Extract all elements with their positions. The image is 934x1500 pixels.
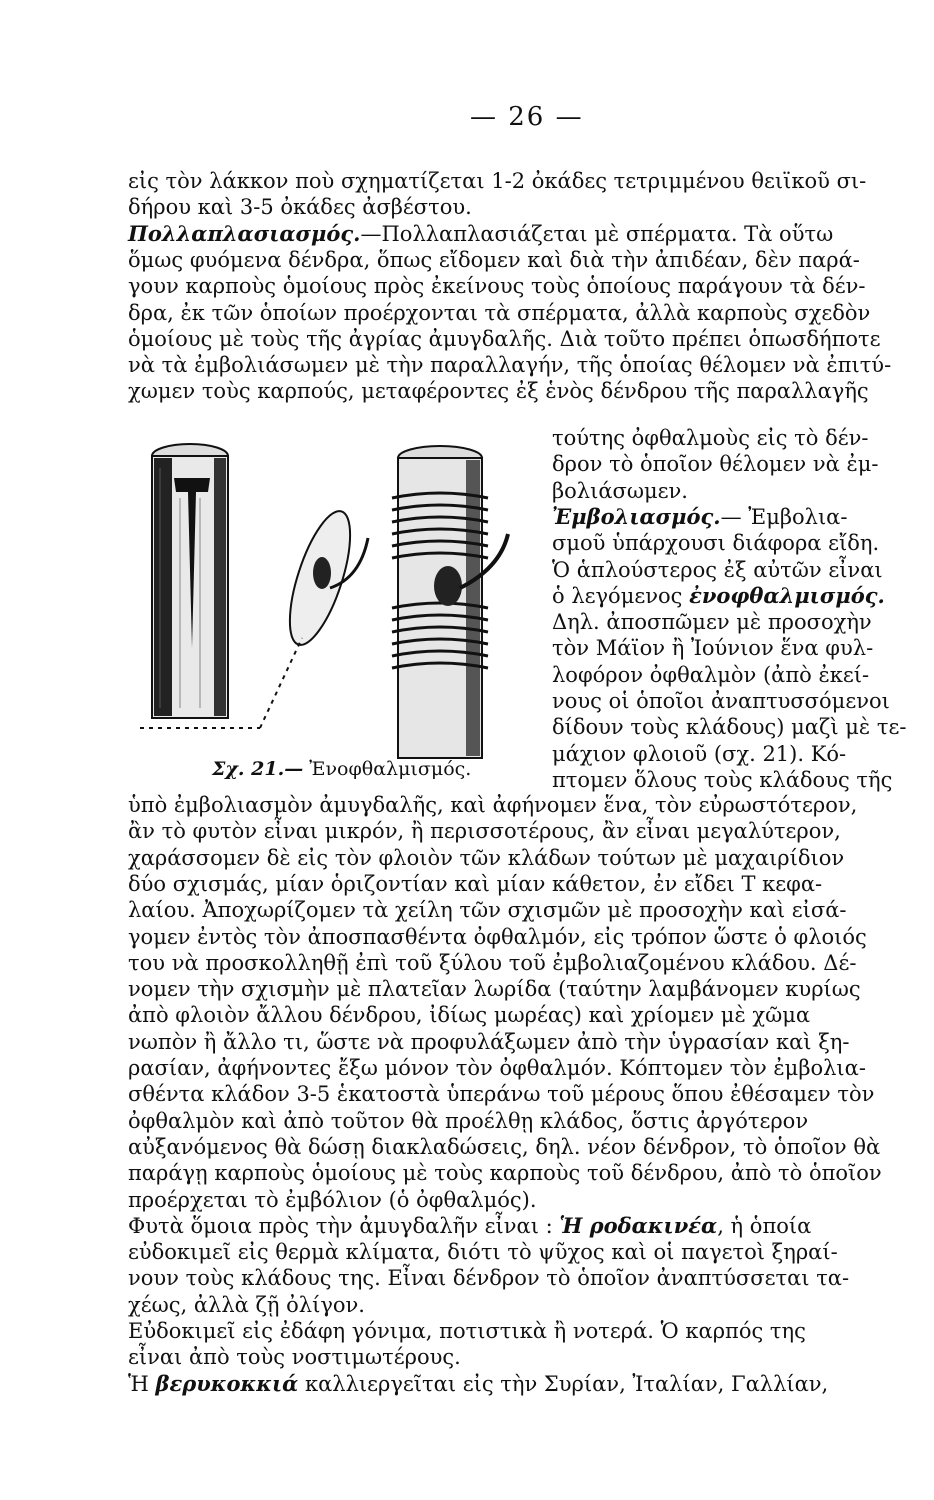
text-run: δύο σχισμάς, μίαν ὁριζοντίαν καὶ μίαν κάθετον, ἐν εἴδει Τ κεφα-: [128, 871, 823, 896]
text-run: αὐξανόμενος θὰ δώσῃ διακλαδώσεις, δηλ. νέον δένδρον, τὸ ὁποῖον θὰ: [128, 1134, 881, 1159]
text-run: — Ἐμβολια-: [720, 504, 848, 529]
text-run: ὁ λεγόμενος: [552, 583, 690, 608]
text-run: ἀπὸ φλοιὸν ἄλλου δένδρου, ἰδίως μωρέας) καὶ χρίομεν μὲ χῶμα: [128, 1003, 811, 1028]
text-line: [128, 378, 869, 404]
bold-term: βερυκοκκιά: [155, 1370, 299, 1396]
text-line: [128, 247, 860, 273]
text-run: ρασίαν, ἀφήνοντες ἔξω μόνον τὸν ὀφθαλμόν. Κόπτομεν τὸν ἐμβολια-: [128, 1056, 866, 1080]
text-run: ὅμως φυόμενα δένδρα, ὅπως εἴδομεν καὶ διὰ τὴν ἀπιδέαν, δὲν παρά-: [128, 247, 860, 272]
text-line: [552, 609, 872, 635]
text-line: [128, 1292, 365, 1318]
text-line: [128, 1344, 461, 1370]
text-run: εἶναι ἀπὸ τοὺς νοστιμωτέρους.: [128, 1345, 461, 1370]
text-line: [128, 1134, 880, 1160]
text-run: σθέντα κλάδον 3-5 ἑκατοστὰ ὑπεράνω τοῦ μέρους ὅπου ἐθέσαμεν τὸν: [128, 1082, 875, 1107]
bold-term: Πολλαπλασιασμός.: [128, 220, 361, 246]
text-line: [128, 1055, 866, 1081]
text-line: [128, 1265, 849, 1291]
text-line: [128, 221, 833, 247]
text-line: [552, 635, 873, 661]
text-run: δήρου καὶ 3-5 ὀκάδες ἀσβέστου.: [128, 195, 472, 220]
text-line: [128, 300, 870, 326]
text-line: [128, 326, 881, 352]
text-run: δρον τὸ ὁποῖον θέλομεν νὰ ἐμ-: [552, 452, 879, 477]
text-run: Φυτὰ ὅμοια πρὸς τὴν ἀμυγδαλῆν εἶναι :: [128, 1213, 560, 1238]
text-line: [552, 583, 885, 609]
text-line: [128, 1029, 849, 1055]
text-line: [552, 504, 847, 530]
text-line: [552, 530, 879, 556]
text-line: [128, 1213, 811, 1239]
text-line: [128, 924, 867, 950]
text-run: γουν καρποὺς ὁμοίους πρὸς ἐκείνους τοὺς ὁποίους παράγουν τὰ δέν-: [128, 274, 866, 299]
stem-with-t-cut: [152, 444, 228, 718]
text-run: ὀφθαλμὸν καὶ ἀπὸ τοῦτον θὰ προέλθῃ κλάδος, ὅστις ἀργότερον: [128, 1108, 809, 1133]
text-run: προέρχεται τὸ ἐμβόλιον (ὁ ὀφθαλμός).: [128, 1187, 537, 1212]
text-run: Ἡ: [128, 1371, 156, 1396]
text-line: [128, 1371, 828, 1397]
text-line: [128, 897, 846, 923]
text-line: [128, 818, 841, 844]
text-run: νουν τοὺς κλάδους της. Εἶναι δένδρον τὸ ὁποῖον ἀναπτύσσεται τα-: [128, 1266, 850, 1291]
bold-term: Ἐμβολιασμός.: [552, 503, 721, 529]
text-run: γομεν ἐντὸς τὸν ἀποσπασθέντα ὀφθαλμόν, εἰς τρόπον ὥστε ὁ φλοιός: [128, 924, 867, 949]
text-run: εὐδοκιμεῖ εἰς θερμὰ κλίματα, διότι τὸ ψῦχος καὶ οἱ παγετοὶ ξηραί-: [128, 1240, 838, 1265]
text-run: λαίου. Ἀποχωρίζομεν τὰ χείλη τῶν σχισμῶν μὲ προσοχὴν καὶ εἰσά-: [128, 898, 847, 923]
text-line: [128, 1108, 808, 1134]
text-run: Ὁ ἁπλούστερος ἐξ αὐτῶν εἶναι: [552, 557, 883, 582]
text-line: [128, 845, 844, 871]
text-run: παράγῃ καρποὺς ὁμοίους μὲ τοὺς καρποὺς τοῦ δένδρου, ἀπὸ τὸ ὁποῖον: [128, 1161, 882, 1186]
text-run: ὑπὸ ἐμβολιασμὸν ἀμυγδαλῆς, καὶ ἀφήνομεν ἕνα, τὸν εὐρωστότερον,: [128, 793, 858, 817]
text-run: καλλιεργεῖται εἰς τὴν Συρίαν, Ἰταλίαν, Γαλλίαν,: [298, 1371, 829, 1396]
text-line: [128, 792, 857, 818]
text-run: πτομεν ὅλους τοὺς κλάδους τῆς: [552, 767, 893, 792]
text-line: [552, 688, 890, 714]
text-line: [128, 1187, 537, 1213]
text-run: εἰς τὸν λάκκον ποὺ σχηματίζεται 1-2 ὀκάδες τετριμμένου θειϊκοῦ σι-: [128, 169, 867, 193]
text-run: , ἡ ὁποία: [717, 1213, 812, 1238]
figure-title: Ἐνοφθαλμισμός.: [309, 758, 472, 780]
text-line: [128, 168, 866, 194]
text-line: [552, 451, 879, 477]
text-run: λοφόρον ὀφθαλμὸν (ἀπὸ ἐκεί-: [552, 662, 870, 687]
text-line: [552, 767, 892, 793]
text-line: [128, 1318, 806, 1344]
text-line: [128, 352, 891, 378]
text-line: [128, 871, 822, 897]
text-run: τὸν Μάϊον ἢ Ἰούνιον ἕνα φυλ-: [552, 636, 874, 661]
text-run: χαράσσομεν δὲ εἰς τὸν φλοιὸν τῶν κλάδων τούτων μὲ μαχαιρίδιον: [128, 845, 845, 870]
text-run: δίδουν τοὺς κλάδους) μαζὶ μὲ τε-: [552, 715, 907, 740]
text-run: σμοῦ ὑπάρχουσι διάφορα εἴδη.: [552, 531, 880, 556]
text-run: δρα, ἐκ τῶν ὁποίων προέρχονται τὰ σπέρματα, ἀλλὰ καρποὺς σχεδὸν: [128, 300, 871, 325]
text-line: [552, 425, 869, 451]
text-run: —Πολλαπλασιάζεται μὲ σπέρματα. Τὰ οὕτω: [360, 221, 834, 246]
text-line: [552, 557, 883, 583]
text-run: χωμεν τοὺς καρπούς, μεταφέροντες ἐξ ἑνὸς δένδρου τῆς παραλλαγῆς: [128, 379, 869, 404]
bound-graft-stem: [392, 446, 508, 758]
text-line: [128, 1002, 810, 1028]
text-line: [552, 478, 688, 504]
text-line: [128, 194, 472, 220]
text-line: [552, 741, 846, 767]
text-line: [552, 714, 906, 740]
text-run: νους οἱ ὁποῖοι ἀναπτυσσόμενοι: [552, 689, 890, 713]
text-run: βολιάσωμεν.: [552, 478, 688, 503]
text-line: [128, 1160, 882, 1186]
text-line: [128, 273, 865, 299]
text-run: μάχιον φλοιοῦ (σχ. 21). Κό-: [552, 741, 847, 766]
text-line: [128, 1081, 874, 1107]
text-run: νωπὸν ἢ ἄλλο τι, ὥστε νὰ προφυλάξωμεν ἀπὸ τὴν ὑγρασίαν καὶ ξη-: [128, 1029, 850, 1054]
figure-caption: [212, 758, 471, 780]
figure-label: Σχ. 21.—: [212, 758, 304, 780]
text-line: [552, 662, 869, 688]
text-line: [128, 976, 861, 1002]
text-run: νὰ τὰ ἐμβολιάσωμεν μὲ τὴν παραλλαγήν, τῆς ὁποίας θέλομεν νὰ ἐπιτύ-: [128, 353, 892, 378]
text-run: τούτης ὀφθαλμοὺς εἰς τὸ δέν-: [552, 426, 869, 450]
page-number: — 26 —: [470, 102, 584, 132]
text-run: χέως, ἀλλὰ ζῇ ὀλίγον.: [128, 1292, 365, 1317]
text-run: του νὰ προσκολληθῇ ἐπὶ τοῦ ξύλου τοῦ ἐμβολιαζομένου κλάδου. Δέ-: [128, 950, 857, 975]
bold-term: ἐνοφθαλμισμός.: [689, 582, 885, 608]
bud-shield: [277, 505, 368, 652]
text-run: ὁμοίους μὲ τοὺς τῆς ἀγρίας ἀμυγδαλῆς. Διὰ τοῦτο πρέπει ὁπωσδήποτε: [128, 326, 881, 351]
text-line: [128, 1239, 838, 1265]
grafting-illustration: [130, 438, 550, 778]
bold-term: Ἡ ροδακινέα: [559, 1212, 718, 1238]
text-run: Εὐδοκιμεῖ εἰς ἐδάφη γόνιμα, ποτιστικὰ ἢ νοτερά. Ὁ καρπός της: [128, 1319, 806, 1343]
text-run: νομεν τὴν σχισμὴν μὲ πλατεῖαν λωρίδα (ταύτην λαμβάνομεν κυρίως: [128, 977, 861, 1002]
text-run: ἂν τὸ φυτὸν εἶναι μικρόν, ἢ περισσοτέρους, ἂν εἶναι μεγαλύτερον,: [128, 819, 841, 844]
text-line: [128, 950, 856, 976]
text-run: Δηλ. ἀποσπῶμεν μὲ προσοχὴν: [552, 610, 872, 635]
